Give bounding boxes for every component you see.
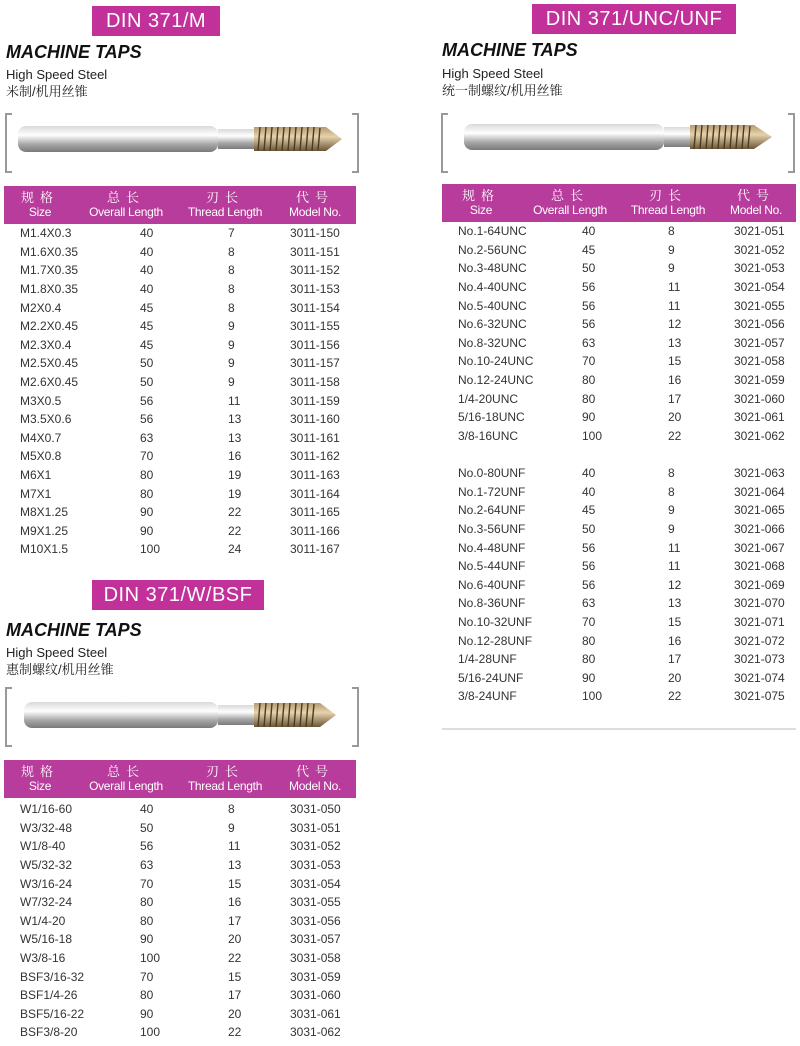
model-no-cell: 3021-060 <box>734 391 785 406</box>
size-cell: M7X1 <box>20 486 52 501</box>
thread-length-cell: 24 <box>228 542 242 557</box>
thread-length-cell: 20 <box>228 932 242 947</box>
overall-length-cell: 80 <box>582 633 596 648</box>
overall-length-cell: 80 <box>140 913 154 928</box>
bsf-title: MACHINE TAPS <box>6 620 142 640</box>
metric-subtitle-cn: 米制/机用丝锥 <box>6 84 88 99</box>
size-cell: W1/4-20 <box>20 913 66 928</box>
thread-length-cell: 16 <box>228 895 242 910</box>
thread-length-cell: 20 <box>668 670 682 685</box>
model-no-cell: 3011-160 <box>290 412 340 427</box>
model-no-cell: 3021-063 <box>734 466 785 481</box>
thread-length-cell: 16 <box>668 633 682 648</box>
metric-table-header <box>4 186 356 224</box>
overall-length-cell: 50 <box>140 820 154 835</box>
size-cell: M10X1.5 <box>20 542 69 557</box>
thread-length-cell: 9 <box>228 319 235 334</box>
header-model-no: 代号 Model No. <box>289 190 341 219</box>
size-cell: No.2-56UNC <box>458 242 527 257</box>
thread-length-cell: 22 <box>228 505 242 520</box>
size-cell: No.0-80UNF <box>458 466 526 481</box>
overall-length-cell: 40 <box>140 226 154 241</box>
model-no-cell: 3021-052 <box>734 242 785 257</box>
thread-length-cell: 16 <box>228 449 242 464</box>
model-no-cell: 3021-051 <box>734 224 785 239</box>
overall-length-cell: 90 <box>140 523 154 538</box>
model-no-cell: 3021-064 <box>734 484 785 499</box>
model-no-cell: 3011-150 <box>290 226 340 241</box>
model-no-cell: 3021-057 <box>734 335 785 350</box>
size-cell: No.4-48UNF <box>458 540 526 555</box>
overall-length-cell: 70 <box>140 969 154 984</box>
thread-length-cell: 13 <box>228 858 242 873</box>
size-cell: No.10-32UNF <box>458 615 533 630</box>
thread-length-cell: 17 <box>228 913 242 928</box>
model-no-cell: 3031-062 <box>290 1025 341 1040</box>
thread-length-cell: 22 <box>228 1025 242 1040</box>
size-cell: M2.2X0.45 <box>20 319 79 334</box>
header-model-no: 代号 Model No. <box>289 764 341 793</box>
unc-material: High Speed Steel <box>442 66 544 81</box>
size-cell: 1/4-20UNC <box>458 391 519 406</box>
overall-length-cell: 63 <box>582 335 596 350</box>
overall-length-cell: 45 <box>582 503 596 518</box>
model-no-cell: 3021-073 <box>734 652 785 667</box>
size-cell: No.1-64UNC <box>458 224 527 239</box>
model-no-cell: 3031-057 <box>290 932 341 947</box>
size-cell: M2.5X0.45 <box>20 356 79 371</box>
model-no-cell: 3021-065 <box>734 503 785 518</box>
thread-length-cell: 19 <box>228 486 242 501</box>
model-no-cell: 3031-053 <box>290 858 341 873</box>
model-no-cell: 3011-165 <box>290 505 340 520</box>
model-no-cell: 3011-152 <box>290 263 340 278</box>
model-no-cell: 3021-055 <box>734 298 785 313</box>
thread-length-cell: 22 <box>228 523 242 538</box>
model-no-cell: 3011-156 <box>290 337 340 352</box>
metric-banner: DIN 371/M <box>92 6 220 36</box>
model-no-cell: 3021-056 <box>734 317 785 332</box>
overall-length-cell: 70 <box>140 876 154 891</box>
thread-length-cell: 17 <box>228 988 242 1003</box>
thread-length-cell: 20 <box>668 410 682 425</box>
overall-length-cell: 100 <box>140 1025 161 1040</box>
header-size: 规格 Size <box>20 190 59 219</box>
model-no-cell: 3011-167 <box>290 542 340 557</box>
unc-tap-image <box>440 110 796 176</box>
overall-length-cell: 40 <box>140 263 154 278</box>
bsf-subtitle-cn: 惠制螺纹/机用丝锥 <box>6 662 114 677</box>
bsf-material: High Speed Steel <box>6 645 108 660</box>
size-cell: M8X1.25 <box>20 505 69 520</box>
thread-length-cell: 9 <box>228 375 235 390</box>
size-cell: W3/8-16 <box>20 951 66 966</box>
thread-length-cell: 9 <box>228 337 235 352</box>
size-cell: No.12-28UNF <box>458 633 533 648</box>
size-cell: M3X0.5 <box>20 393 62 408</box>
size-cell: BSF5/16-22 <box>20 1006 85 1021</box>
thread-length-cell: 15 <box>228 876 242 891</box>
size-cell: No.6-40UNF <box>458 577 526 592</box>
size-cell: W1/8-40 <box>20 839 66 854</box>
model-no-cell: 3031-055 <box>290 895 341 910</box>
thread-length-cell: 8 <box>668 466 675 481</box>
model-no-cell: 3011-153 <box>290 282 340 297</box>
thread-length-cell: 13 <box>668 596 682 611</box>
overall-length-cell: 56 <box>582 540 596 555</box>
thread-length-cell: 9 <box>668 242 675 257</box>
metric-tap-image <box>4 110 360 176</box>
thread-length-cell: 11 <box>228 393 241 408</box>
thread-length-cell: 9 <box>668 503 675 518</box>
size-cell: No.3-56UNF <box>458 522 526 537</box>
overall-length-cell: 40 <box>582 484 596 499</box>
overall-length-cell: 100 <box>140 542 161 557</box>
overall-length-cell: 45 <box>140 319 154 334</box>
model-no-cell: 3021-058 <box>734 354 785 369</box>
size-cell: W3/16-24 <box>20 876 73 891</box>
thread-length-cell: 8 <box>228 244 235 259</box>
model-no-cell: 3021-069 <box>734 577 785 592</box>
size-cell: No.3-48UNC <box>458 261 527 276</box>
model-no-cell: 3011-159 <box>290 393 340 408</box>
thread-length-cell: 8 <box>668 224 675 239</box>
overall-length-cell: 40 <box>140 802 154 817</box>
header-overall-length: 总长 Overall Length <box>89 190 163 219</box>
model-no-cell: 3021-070 <box>734 596 785 611</box>
header-thread-length: 刃长 Thread Length <box>187 764 263 793</box>
size-cell: No.5-44UNF <box>458 559 526 574</box>
size-cell: 3/8-24UNF <box>458 689 517 704</box>
overall-length-cell: 70 <box>582 615 596 630</box>
model-no-cell: 3021-067 <box>734 540 785 555</box>
thread-length-cell: 17 <box>668 652 682 667</box>
thread-length-cell: 13 <box>228 430 242 445</box>
metric-title: MACHINE TAPS <box>6 42 142 62</box>
overall-length-cell: 63 <box>582 596 596 611</box>
size-cell: W1/16-60 <box>20 802 73 817</box>
overall-length-cell: 56 <box>140 412 154 427</box>
size-cell: 5/16-24UNF <box>458 670 524 685</box>
overall-length-cell: 70 <box>140 449 154 464</box>
overall-length-cell: 90 <box>140 505 154 520</box>
size-cell: 3/8-16UNC <box>458 428 519 443</box>
model-no-cell: 3021-071 <box>734 615 785 630</box>
overall-length-cell: 90 <box>140 932 154 947</box>
header-size: 规格 Size <box>461 188 500 217</box>
header-thread-length: 刃长 Thread Length <box>187 190 263 219</box>
model-no-cell: 3021-059 <box>734 373 785 388</box>
model-no-cell: 3031-054 <box>290 876 341 891</box>
model-no-cell: 3031-059 <box>290 969 341 984</box>
size-cell: M2.6X0.45 <box>20 375 79 390</box>
size-cell: BSF3/16-32 <box>20 969 85 984</box>
thread-length-cell: 13 <box>228 412 242 427</box>
model-no-cell: 3031-050 <box>290 802 341 817</box>
metric-material: High Speed Steel <box>6 67 108 82</box>
size-cell: W5/32-32 <box>20 858 73 873</box>
thread-length-cell: 11 <box>668 298 681 313</box>
overall-length-cell: 45 <box>140 337 154 352</box>
model-no-cell: 3031-056 <box>290 913 341 928</box>
size-cell: No.10-24UNC <box>458 354 534 369</box>
size-cell: M1.4X0.3 <box>20 226 72 241</box>
thread-length-cell: 20 <box>228 1006 242 1021</box>
size-cell: No.1-72UNF <box>458 484 526 499</box>
model-no-cell: 3031-061 <box>290 1006 341 1021</box>
overall-length-cell: 45 <box>582 242 596 257</box>
overall-length-cell: 80 <box>140 468 154 483</box>
size-cell: BSF1/4-26 <box>20 988 78 1003</box>
thread-length-cell: 11 <box>668 559 681 574</box>
size-cell: 1/4-28UNF <box>458 652 517 667</box>
thread-length-cell: 9 <box>668 261 675 276</box>
size-cell: M2.3X0.4 <box>20 337 72 352</box>
thread-length-cell: 11 <box>228 839 241 854</box>
overall-length-cell: 40 <box>582 466 596 481</box>
size-cell: M2X0.4 <box>20 300 62 315</box>
model-no-cell: 3021-068 <box>734 559 785 574</box>
thread-length-cell: 16 <box>668 373 682 388</box>
header-overall-length: 总长 Overall Length <box>89 764 163 793</box>
overall-length-cell: 63 <box>140 858 154 873</box>
thread-length-cell: 7 <box>228 226 235 241</box>
overall-length-cell: 50 <box>582 522 596 537</box>
size-cell: No.6-32UNC <box>458 317 527 332</box>
model-no-cell: 3011-164 <box>290 486 340 501</box>
size-cell: No.4-40UNC <box>458 280 527 295</box>
model-no-cell: 3011-155 <box>290 319 340 334</box>
size-cell: M1.7X0.35 <box>20 263 79 278</box>
thread-length-cell: 15 <box>228 969 242 984</box>
model-no-cell: 3021-054 <box>734 280 785 295</box>
thread-length-cell: 8 <box>228 300 235 315</box>
thread-length-cell: 15 <box>668 354 682 369</box>
overall-length-cell: 80 <box>140 988 154 1003</box>
header-model-no: 代号 Model No. <box>730 188 782 217</box>
size-cell: M1.6X0.35 <box>20 244 79 259</box>
model-no-cell: 3011-162 <box>290 449 340 464</box>
overall-length-cell: 40 <box>140 282 154 297</box>
thread-length-cell: 19 <box>228 468 242 483</box>
model-no-cell: 3031-052 <box>290 839 341 854</box>
overall-length-cell: 80 <box>582 373 596 388</box>
model-no-cell: 3011-166 <box>290 523 340 538</box>
overall-length-cell: 45 <box>140 300 154 315</box>
size-cell: No.8-36UNF <box>458 596 526 611</box>
overall-length-cell: 100 <box>140 951 161 966</box>
thread-length-cell: 15 <box>668 615 682 630</box>
unc-table-header <box>442 184 796 222</box>
size-cell: BSF3/8-20 <box>20 1025 78 1040</box>
unc-subtitle-cn: 统一制螺纹/机用丝锥 <box>442 83 563 98</box>
size-cell: No.2-64UNF <box>458 503 526 518</box>
overall-length-cell: 80 <box>582 391 596 406</box>
overall-length-cell: 40 <box>582 224 596 239</box>
thread-length-cell: 12 <box>668 317 682 332</box>
model-no-cell: 3021-053 <box>734 261 785 276</box>
thread-length-cell: 22 <box>668 689 682 704</box>
thread-length-cell: 13 <box>668 335 682 350</box>
thread-length-cell: 22 <box>228 951 242 966</box>
overall-length-cell: 80 <box>140 486 154 501</box>
overall-length-cell: 56 <box>582 577 596 592</box>
size-cell: W3/32-48 <box>20 820 73 835</box>
thread-length-cell: 8 <box>228 802 235 817</box>
header-thread-length: 刃长 Thread Length <box>630 188 706 217</box>
bsf-tap-image <box>4 684 360 750</box>
size-cell: No.5-40UNC <box>458 298 527 313</box>
thread-length-cell: 11 <box>668 540 681 555</box>
overall-length-cell: 100 <box>582 689 603 704</box>
overall-length-cell: 70 <box>582 354 596 369</box>
thread-length-cell: 9 <box>228 820 235 835</box>
overall-length-cell: 63 <box>140 430 154 445</box>
thread-length-cell: 22 <box>668 428 682 443</box>
model-no-cell: 3021-062 <box>734 428 785 443</box>
size-cell: W5/16-18 <box>20 932 73 947</box>
size-cell: No.12-24UNC <box>458 373 534 388</box>
model-no-cell: 3021-074 <box>734 670 785 685</box>
model-no-cell: 3021-072 <box>734 633 785 648</box>
model-no-cell: 3031-051 <box>290 820 341 835</box>
right-bottom-rule <box>442 728 796 730</box>
header-size: 规格 Size <box>20 764 59 793</box>
size-cell: M9X1.25 <box>20 523 69 538</box>
thread-length-cell: 8 <box>228 282 235 297</box>
size-cell: M3.5X0.6 <box>20 412 72 427</box>
overall-length-cell: 80 <box>582 652 596 667</box>
model-no-cell: 3021-066 <box>734 522 785 537</box>
overall-length-cell: 80 <box>140 895 154 910</box>
model-no-cell: 3021-061 <box>734 410 785 425</box>
thread-length-cell: 8 <box>668 484 675 499</box>
model-no-cell: 3031-058 <box>290 951 341 966</box>
model-no-cell: 3011-158 <box>290 375 340 390</box>
overall-length-cell: 56 <box>582 298 596 313</box>
model-no-cell: 3011-163 <box>290 468 340 483</box>
overall-length-cell: 56 <box>140 839 154 854</box>
overall-length-cell: 56 <box>140 393 154 408</box>
model-no-cell: 3021-075 <box>734 689 785 704</box>
model-no-cell: 3011-151 <box>290 244 340 259</box>
thread-length-cell: 11 <box>668 280 681 295</box>
thread-length-cell: 9 <box>228 356 235 371</box>
unc-banner: DIN 371/UNC/UNF <box>532 4 736 34</box>
overall-length-cell: 90 <box>582 410 596 425</box>
model-no-cell: 3031-060 <box>290 988 341 1003</box>
size-cell: M4X0.7 <box>20 430 62 445</box>
size-cell: M6X1 <box>20 468 52 483</box>
model-no-cell: 3011-161 <box>290 430 340 445</box>
overall-length-cell: 56 <box>582 559 596 574</box>
overall-length-cell: 90 <box>582 670 596 685</box>
overall-length-cell: 56 <box>582 280 596 295</box>
overall-length-cell: 90 <box>140 1006 154 1021</box>
overall-length-cell: 50 <box>582 261 596 276</box>
model-no-cell: 3011-154 <box>290 300 340 315</box>
model-no-cell: 3011-157 <box>290 356 340 371</box>
overall-length-cell: 50 <box>140 375 154 390</box>
thread-length-cell: 12 <box>668 577 682 592</box>
size-cell: 5/16-18UNC <box>458 410 525 425</box>
size-cell: No.8-32UNC <box>458 335 527 350</box>
size-cell: M1.8X0.35 <box>20 282 79 297</box>
bsf-table-header <box>4 760 356 798</box>
thread-length-cell: 17 <box>668 391 682 406</box>
header-overall-length: 总长 Overall Length <box>533 188 607 217</box>
overall-length-cell: 56 <box>582 317 596 332</box>
unc-title: MACHINE TAPS <box>442 40 578 60</box>
size-cell: M5X0.8 <box>20 449 62 464</box>
thread-length-cell: 8 <box>228 263 235 278</box>
thread-length-cell: 9 <box>668 522 675 537</box>
overall-length-cell: 100 <box>582 428 603 443</box>
overall-length-cell: 50 <box>140 356 154 371</box>
bsf-banner: DIN 371/W/BSF <box>92 580 264 610</box>
size-cell: W7/32-24 <box>20 895 73 910</box>
overall-length-cell: 40 <box>140 244 154 259</box>
